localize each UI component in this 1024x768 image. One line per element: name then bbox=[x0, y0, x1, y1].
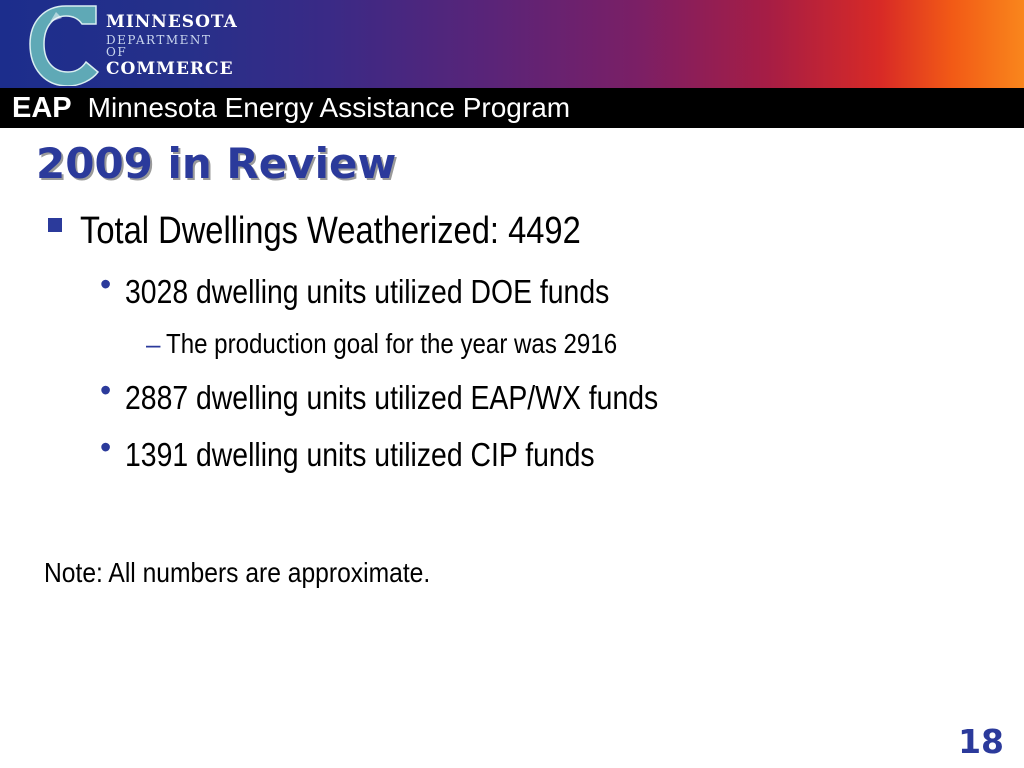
bullet-text: The production goal for the year was 2916 bbox=[166, 328, 618, 359]
dot-bullet-icon: • bbox=[100, 372, 112, 408]
bullet-doe-funds bbox=[100, 266, 688, 312]
dot-bullet-icon: • bbox=[100, 429, 112, 465]
bullet-eap-wx-funds bbox=[100, 372, 745, 418]
square-bullet-icon bbox=[48, 218, 62, 232]
program-abbreviation: EAP bbox=[12, 91, 72, 124]
bullet-text: 3028 dwelling units utilized DOE funds bbox=[125, 273, 610, 310]
logo-line-department: DEPARTMENT OF bbox=[106, 33, 212, 59]
bullet-text: 1391 dwelling units utilized CIP funds bbox=[125, 436, 595, 473]
slide-title: 2009 in Review bbox=[36, 139, 397, 188]
bullet-text: 2887 dwelling units utilized EAP/WX funds bbox=[125, 379, 659, 416]
bullet-production-goal bbox=[146, 328, 691, 360]
dash-bullet-icon: – bbox=[146, 329, 161, 359]
dot-bullet-icon: • bbox=[100, 266, 112, 302]
bullet-text: Total Dwellings Weatherized: 4492 bbox=[80, 210, 581, 252]
slide-number: 18 bbox=[958, 722, 1004, 761]
logo-line-commerce: COMMERCE bbox=[106, 59, 234, 79]
bullet-cip-funds bbox=[100, 429, 671, 475]
program-name: Minnesota Energy Assistance Program bbox=[87, 92, 571, 123]
bullet-total-dwellings bbox=[48, 208, 662, 254]
footnote: Note: All numbers are approximate. bbox=[44, 557, 431, 588]
logo-line-minnesota: MINNESOTA bbox=[106, 12, 238, 32]
